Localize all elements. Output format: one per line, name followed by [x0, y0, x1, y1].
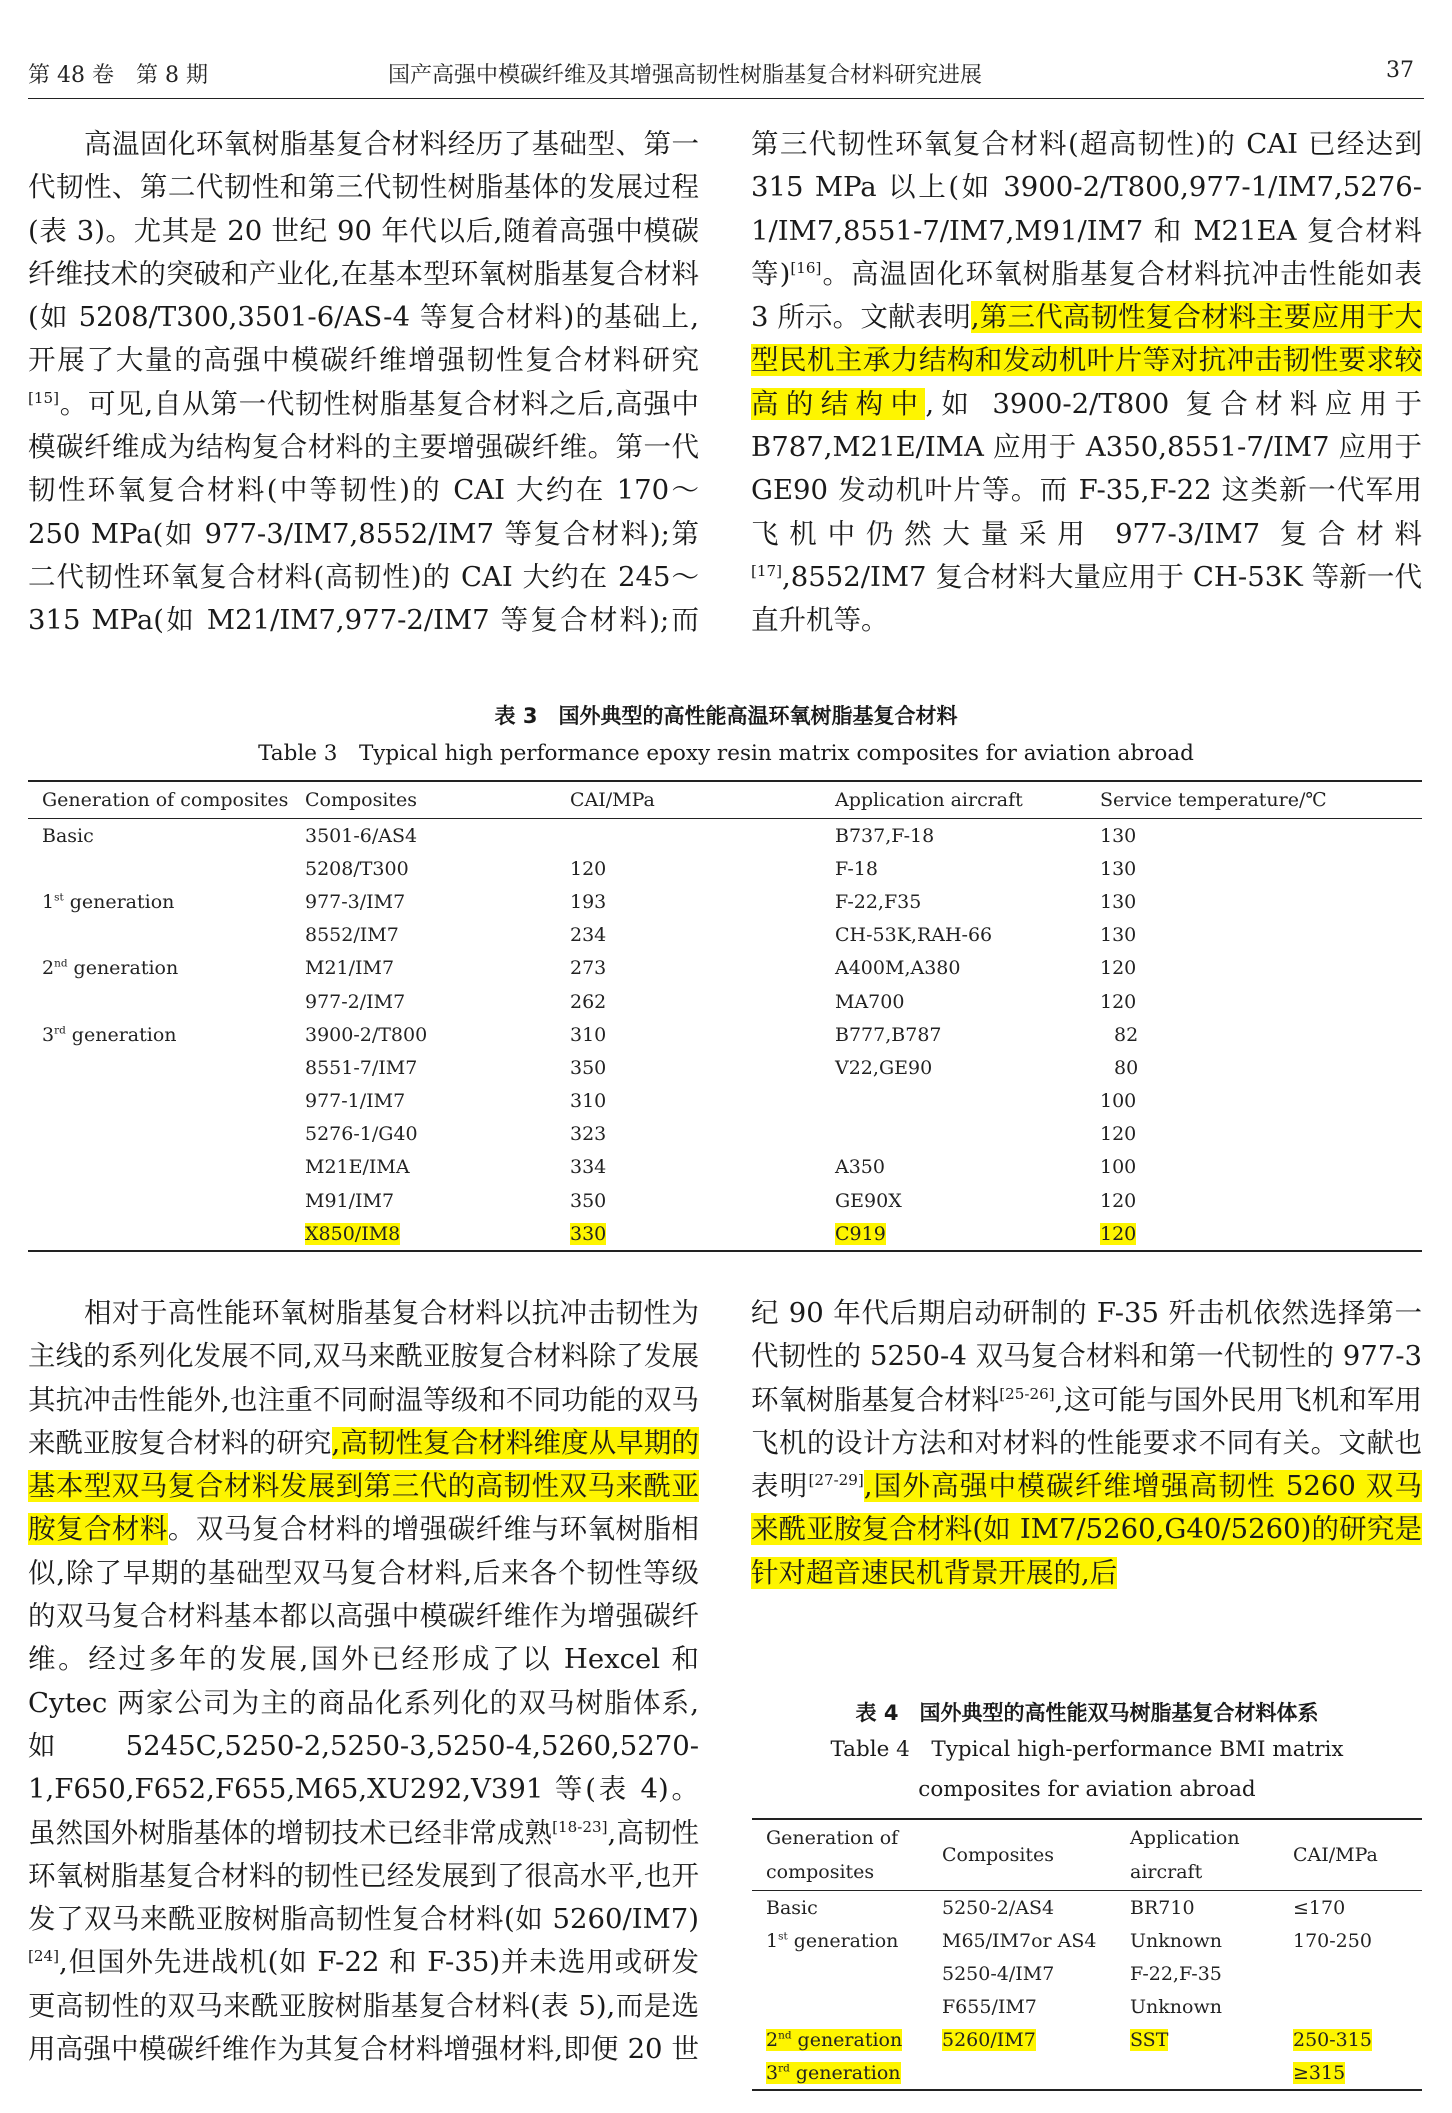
table-cell: 120	[1100, 990, 1137, 1013]
cell-highlight: 5260/IM7	[942, 2028, 1036, 2051]
ref-27-29: [27-29]	[808, 1471, 864, 1490]
table-cell: 323	[570, 1123, 607, 1146]
table-cell	[28, 1217, 291, 1251]
table-cell: 120	[1100, 1123, 1137, 1146]
table-row	[28, 952, 1422, 985]
table4-caption-en-line2: composites for aviation abroad	[918, 1777, 1256, 1802]
table-cell: 193	[570, 890, 607, 913]
table3-header: Application aircraft	[821, 781, 1086, 819]
table-cell: 334	[570, 1156, 607, 1179]
table-cell: 130	[1100, 857, 1137, 880]
table-cell: M21E/IMA	[305, 1156, 410, 1179]
table-row	[28, 1184, 1422, 1217]
table-cell: Basic	[766, 1896, 818, 1919]
table-cell: 5250-4/IM7	[942, 1962, 1055, 1985]
table-cell: 350	[570, 1056, 607, 1079]
table-cell: 350	[570, 1189, 607, 1212]
table-row	[752, 1891, 1422, 1925]
table3-header: Service temperature/℃	[1086, 781, 1422, 819]
highlight-third-gen: ,第三代高韧性复合材料主要应用于大型民机主承力结构和发动机叶片等对抗冲击韧性要求较高的结构中	[751, 301, 1422, 420]
table-row	[28, 1085, 1422, 1118]
table3-header: CAI/MPa	[556, 781, 821, 819]
table-cell: 1st generation	[766, 1929, 899, 1952]
table3-caption-zh: 表 3 国外典型的高性能高温环氧树脂基复合材料	[494, 704, 958, 728]
table4-header-row	[752, 1819, 1422, 1891]
table-cell	[1116, 2056, 1279, 2090]
table-row	[28, 1151, 1422, 1184]
table-cell	[28, 852, 291, 885]
cell-highlight: C919	[835, 1222, 886, 1245]
table-cell: 977-2/IM7	[305, 990, 406, 1013]
table-cell: 3900-2/T800	[305, 1023, 428, 1046]
table-row	[28, 985, 1422, 1018]
table-row	[28, 885, 1422, 918]
table-cell: A400M,A380	[835, 957, 961, 980]
table-cell: M65/IM7or AS4	[942, 1929, 1097, 1952]
table-row	[752, 1990, 1422, 2023]
table-cell: 100	[1100, 1090, 1137, 1113]
table-cell: 130	[1100, 824, 1137, 847]
table-cell	[1279, 1990, 1422, 2023]
table-row	[28, 919, 1422, 952]
table-cell: 8551-7/IM7	[305, 1056, 418, 1079]
para-epoxy-development: 高温固化环氧树脂基复合材料经历了基础型、第一代韧性、第二代韧性和第三代韧性树脂基体的发展过程(表 3)。尤其是 20 世纪 90 年代以后,随着高强中模碳纤维技术的突破和产业化,在基本型环氧树脂基复合材料(如 5208/T300,3501-6/AS-4 等复合材料)的基础上,开展了大量的高强中模碳纤维增强韧性复合材料研究[15]。可见,自从第一代韧性树脂基复合材料之后,高强中模碳纤维成为结构复合材料的主要增强碳纤维。第一代韧性环氧复合材料(中等韧性)的 CAI 大约在 170～250 MPa(如 977-3/IM7,8552/IM7 等复合材料);第二代韧性环氧复合材料(高韧性)的 CAI 大约在 245～315 MPa(如 M21/IM7,977-2/IM7 等复合材料);而第三代韧性环氧复合材料(超高韧性)的 CAI 已经达到 315 MPa 以上(如 3900-2/T800,977-1/IM7,5276-1/IM7,8551-7/IM7,M91/IM7 和 M21EA 复合材料等)[16]。高温固化环氧树脂基复合材料抗冲击性能如表 3 所示。文献表明,第三代高韧性复合材料主要应用于大型民机主承力结构和发动机叶片等对抗冲击韧性要求较高的结构中,如 3900-2/T800 复合材料应用于 B787,M21E/IMA 应用于 A350,8551-7/IM7 应用于 GE90 发动机叶片等。而 F-35,F-22 这类新一代军用飞机中仍然大量采用 977-3/IM7 复合材料[17],8552/IM7 复合材料大量应用于 CH-53K 等新一代直升机等。	[28, 128, 1423, 637]
table-cell	[752, 1957, 928, 1990]
table-row-highlighted	[752, 2056, 1422, 2090]
table-cell	[821, 1085, 1086, 1118]
table-cell: 130	[1100, 890, 1137, 913]
cell-highlight: 3rd generation	[766, 2061, 901, 2084]
ref-16: [16]	[790, 258, 822, 277]
table3-header: Composites	[291, 781, 556, 819]
table-cell: 130	[1100, 924, 1137, 947]
volume-issue: 第 48 卷 第 8 期	[28, 63, 208, 88]
table-cell	[1116, 2023, 1279, 2056]
table-cell	[1279, 1957, 1422, 1990]
table-row	[752, 1957, 1422, 1990]
table-cell: 1st generation	[42, 890, 175, 913]
table-row	[28, 1018, 1422, 1051]
table3-header: Generation of composites	[28, 781, 291, 819]
table-cell: 8552/IM7	[305, 924, 399, 947]
table-cell: F-22,F35	[835, 890, 922, 913]
table3	[28, 780, 1422, 1252]
table4-caption-zh: 表 4 国外典型的高性能双马树脂基复合材料体系	[855, 1701, 1319, 1725]
header-rule	[28, 98, 1424, 99]
table-cell: F-18	[835, 857, 878, 880]
table-cell	[291, 1217, 556, 1251]
table-cell	[752, 1990, 928, 2023]
table-cell: 5276-1/G40	[305, 1123, 418, 1146]
highlight-sst-bmi: ,国外高强中模碳纤维增强高韧性 5260 双马来酰亚胺复合材料(如 IM7/5260,G40/5260)的研究是针对超音速民机背景开展的,后	[751, 1470, 1422, 1589]
ref-25-26: [25-26]	[999, 1384, 1055, 1403]
table-cell: 3501-6/AS4	[305, 824, 418, 847]
table-cell: CH-53K,RAH-66	[835, 924, 993, 947]
table-row	[28, 852, 1422, 885]
highlight-bmi-generations: ,高韧性复合材料维度从早期的基本型双马复合材料发展到第三代的高韧性双马来酰亚胺复合材料	[28, 1426, 699, 1546]
table-cell	[821, 1217, 1086, 1251]
table-row-highlighted	[752, 2023, 1422, 2056]
table-cell: M21/IM7	[305, 957, 395, 980]
table-cell: 262	[570, 990, 607, 1013]
table-cell: 80	[1114, 1056, 1139, 1079]
cell-highlight: 2nd generation	[766, 2028, 903, 2051]
cell-highlight: 250-315	[1293, 2028, 1372, 2051]
table-cell	[1086, 1217, 1422, 1251]
table-cell	[28, 1151, 291, 1184]
table-cell	[28, 1085, 291, 1118]
table-row	[28, 819, 1422, 853]
table-cell: Unknown	[1130, 1929, 1222, 1952]
table-cell: Basic	[42, 824, 94, 847]
ref-17: [17]	[751, 561, 783, 580]
table-cell: B777,B787	[835, 1023, 942, 1046]
table-cell: V22,GE90	[835, 1056, 933, 1079]
running-title: 国产高强中模碳纤维及其增强高韧性树脂基复合材料研究进展	[388, 63, 983, 88]
table-cell	[28, 1118, 291, 1151]
table-cell: BR710	[1130, 1896, 1195, 1919]
cell-highlight: ≥315	[1293, 2061, 1346, 2084]
page-number: 37	[1386, 58, 1414, 83]
table-row	[752, 1924, 1422, 1957]
table-cell: A350	[835, 1156, 885, 1179]
table-cell	[28, 1051, 291, 1084]
table4-caption-en-line1: Table 4 Typical high-performance BMI matrix	[830, 1737, 1344, 1762]
table-cell: F-22,F-35	[1130, 1962, 1222, 1985]
table-cell: 100	[1100, 1156, 1137, 1179]
table-row	[28, 1051, 1422, 1084]
table-cell	[752, 2056, 928, 2090]
table-cell	[28, 985, 291, 1018]
table-cell: 120	[570, 857, 607, 880]
table4-header: Generation of composites	[752, 1819, 928, 1891]
cell-highlight: X850/IM8	[305, 1222, 401, 1245]
table-cell: 3rd generation	[42, 1023, 177, 1046]
table-cell: 273	[570, 957, 607, 980]
table-cell: 234	[570, 924, 607, 947]
table-cell	[28, 919, 291, 952]
cell-highlight: SST	[1130, 2028, 1169, 2051]
ref-24: [24]	[28, 1947, 60, 1966]
cell-highlight: 330	[570, 1222, 607, 1245]
table-cell: B737,F-18	[835, 824, 935, 847]
table-cell: 5250-2/AS4	[942, 1896, 1055, 1919]
table-cell	[821, 1118, 1086, 1151]
table-cell: 2nd generation	[42, 957, 179, 980]
table-cell: 120	[1100, 957, 1137, 980]
table4-header: CAI/MPa	[1279, 1819, 1422, 1891]
table-cell: 170-250	[1293, 1929, 1372, 1952]
table4	[752, 1818, 1422, 2091]
table-cell: Unknown	[1130, 1995, 1222, 2018]
table-cell: 82	[1114, 1023, 1139, 1046]
ref-18-23: [18-23]	[552, 1817, 608, 1836]
table3-caption-en: Table 3 Typical high performance epoxy resin matrix composites for aviation abroad	[258, 741, 1194, 766]
table-cell: MA700	[835, 990, 905, 1013]
table-row	[28, 1118, 1422, 1151]
table-cell: 310	[570, 1090, 607, 1113]
table-cell: F655/IM7	[942, 1995, 1037, 2018]
table-cell	[556, 819, 821, 853]
table4-header: Application aircraft	[1116, 1819, 1279, 1891]
table-cell	[752, 2023, 928, 2056]
table-cell	[28, 1184, 291, 1217]
ref-15: [15]	[28, 388, 60, 407]
table-cell: GE90X	[835, 1189, 902, 1212]
table-cell: 5208/T300	[305, 857, 409, 880]
table-cell	[928, 2023, 1116, 2056]
table-cell: 977-3/IM7	[305, 890, 406, 913]
table-cell: 977-1/IM7	[305, 1090, 406, 1113]
table-cell: 120	[1100, 1189, 1137, 1212]
section1-text	[28, 123, 1422, 653]
table4-header: Composites	[928, 1819, 1116, 1891]
table-cell	[928, 2056, 1116, 2090]
para-bmi-development: 相对于高性能环氧树脂基复合材料以抗冲击韧性为主线的系列化发展不同,双马来酰亚胺复合材料除了发展其抗冲击性能外,也注重不同耐温等级和不同功能的双马来酰亚胺复合材料的研究,高韧性复合材料维度从早期的基本型双马复合材料发展到第三代的高韧性双马来酰亚胺复合材料。双马复合材料的增强碳纤维与环氧树脂相似,除了早期的基础型双马复合材料,后来各个韧性等级的双马复合材料基本都以高强中模碳纤维作为增强碳纤维。经过多年的发展,国外已经形成了以 Hexcel 和 Cytec 两家公司为主的商品化系列化的双马树脂体系,如 5245C,5250-2,5250-3,5250-4,5260,5270-1,F650,F652,F655,M65,XU292,V391 等(表 4)。虽然国外树脂基体的增韧技术已经非常成熟[18-23],高韧性环氧树脂基复合材料的韧性已经发展到了很高水平,也开发了双马来酰亚胺树脂高韧性复合材料(如 5260/IM7)[24],但国外先进战机(如 F-22 和 F-35)并未选用或研发更高韧性的双马来酰亚胺树脂基复合材料(表 5),而是选用高强中模碳纤维作为其复合材料增强材料,即便 20 世纪 90 年代后期启动研制的 F-35 歼击机依然选择第一代韧性的 5250-4 双马复合材料和第一代韧性的 977-3 环氧树脂基复合材料[25-26],这可能与国外民用飞机和军用飞机的设计方法和对材料的性能要求不同有关。文献也表明[27-29],国外高强中模碳纤维增强高韧性 5260 双马来酰亚胺复合材料(如 IM7/5260,G40/5260)的研究是针对超音速民机背景开展的,后	[28, 1297, 1422, 2066]
cell-highlight: 120	[1100, 1222, 1137, 1245]
table-cell	[1279, 2023, 1422, 2056]
table-cell: 310	[570, 1023, 607, 1046]
table-cell: ≤170	[1293, 1896, 1346, 1919]
table-cell: M91/IM7	[305, 1189, 395, 1212]
table-row-highlighted	[28, 1217, 1422, 1251]
table-cell	[556, 1217, 821, 1251]
table-cell	[1279, 2056, 1422, 2090]
table3-header-row	[28, 781, 1422, 819]
